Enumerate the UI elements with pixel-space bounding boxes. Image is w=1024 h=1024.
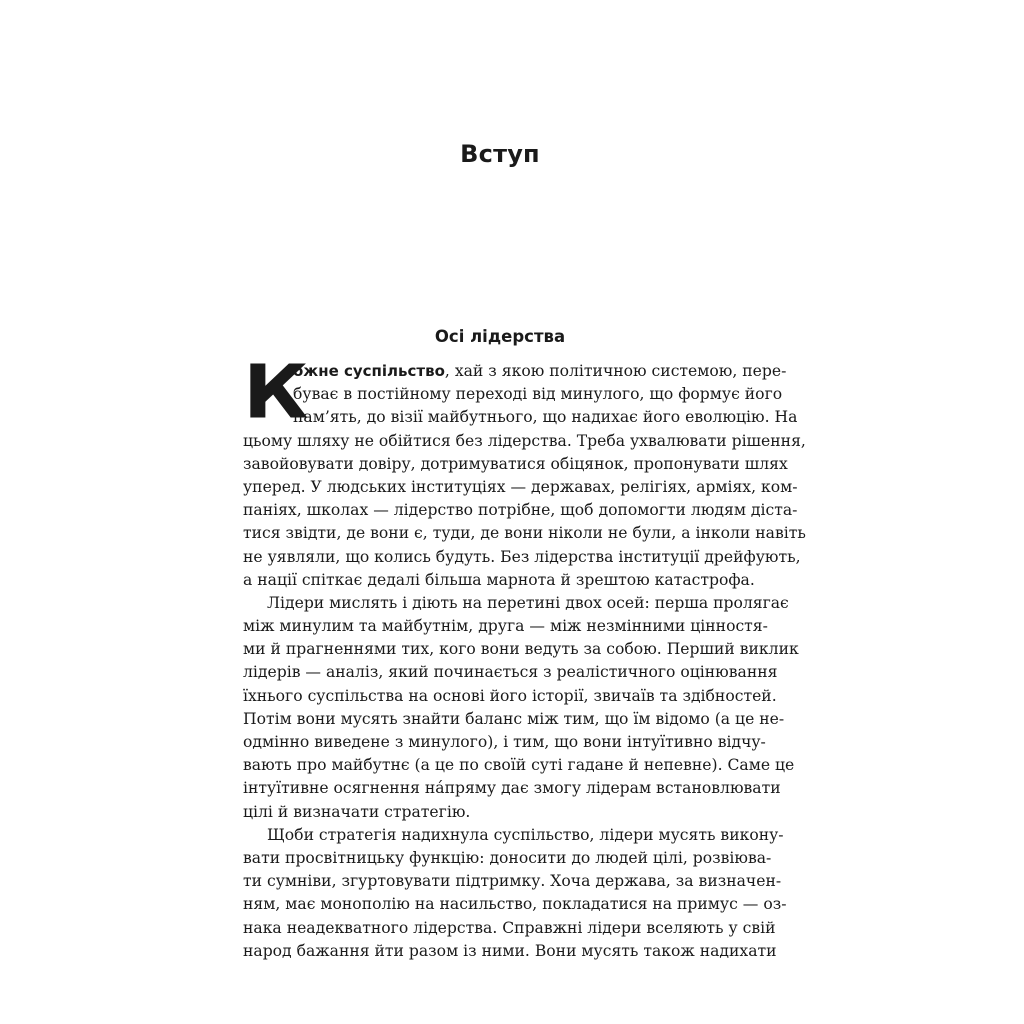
text-line: ти сумніви, згуртовувати підтримку. Хоча держава, за визначен-: [243, 872, 782, 891]
text-line: пам’ять, до візії майбутнього, що надихає його еволюцію. На: [293, 408, 798, 427]
text-line: цьому шляху не обійтися без лідерства. Треба ухвалювати рішення,: [243, 431, 806, 450]
section-title: Осі лідерства: [434, 327, 566, 346]
text-line: не уявляли, що колись будуть. Без лідерства інституції дрейфують,: [243, 547, 801, 566]
text-line: нака неадекватного лідерства. Справжні лідери вселяють у свій: [243, 918, 776, 937]
lead-words: ожне суспільство: [293, 362, 445, 380]
text-line: завойовувати довіру, дотримуватися обіцянок, пропонувати шлях: [243, 454, 788, 473]
text-line: тися звідти, де вони є, туди, де вони ніколи не були, а інколи навіть: [243, 524, 806, 543]
text-line: Потім вони мусять знайти баланс між тим, що їм відомо (а це не-: [243, 709, 785, 728]
text-line: цілі й визначати стратегію.: [243, 802, 471, 821]
text-line: ми й прагненнями тих, кого вони ведуть за собою. Перший виклик: [243, 640, 799, 659]
text-line: уперед. У людських інституціях — державах, релігіях, арміях, ком-: [243, 477, 798, 496]
text-line: одмінно виведене з минулого), і тим, що вони інтуїтивно відчу-: [243, 733, 766, 751]
body-text: [243, 349, 806, 963]
text-line: їхнього суспільства на основі його історії, звичаїв та здібностей.: [243, 686, 777, 705]
text-line: вають про майбутнє (а це по своїй суті гадане й непевне). Саме це: [243, 756, 795, 775]
text-line: народ бажання йти разом із ними. Вони мусять також надихати: [243, 941, 777, 960]
text-line-content: , хай з якою політичною системою, пере-: [444, 362, 787, 380]
text-line: між минулим та майбутнім, друга — між незмінними цінностя-: [243, 617, 768, 636]
text-line: ням, має монополію на насильство, покладатися на примус — оз-: [243, 895, 787, 914]
text-line: вати просвітницьку функцію: доносити до людей цілі, розвіюва-: [243, 848, 772, 867]
text-line: Лідери мислять і діють на перетині двох осей: перша пролягає: [267, 593, 789, 612]
text-line: паніях, школах — лідерство потрібне, щоб допомогти людям діста-: [243, 501, 798, 520]
drop-cap: К: [243, 349, 309, 435]
chapter-title: Вступ: [460, 140, 540, 168]
text-line: буває в постійному переході від минулого, що формує його: [293, 385, 783, 404]
text-line: [243, 360, 787, 383]
text-line: лідерів — аналіз, який починається з реалістичного оцінювання: [243, 663, 778, 682]
text-line: інтуїтивне осягнення на́пряму дає змогу лідерам встановлювати: [243, 779, 781, 798]
text-line: Щоби стратегія надихнула суспільство, лідери мусять викону-: [267, 825, 784, 844]
text-line: а нації спіткає дедалі більша марнота й зрештою катастрофа.: [243, 570, 755, 589]
